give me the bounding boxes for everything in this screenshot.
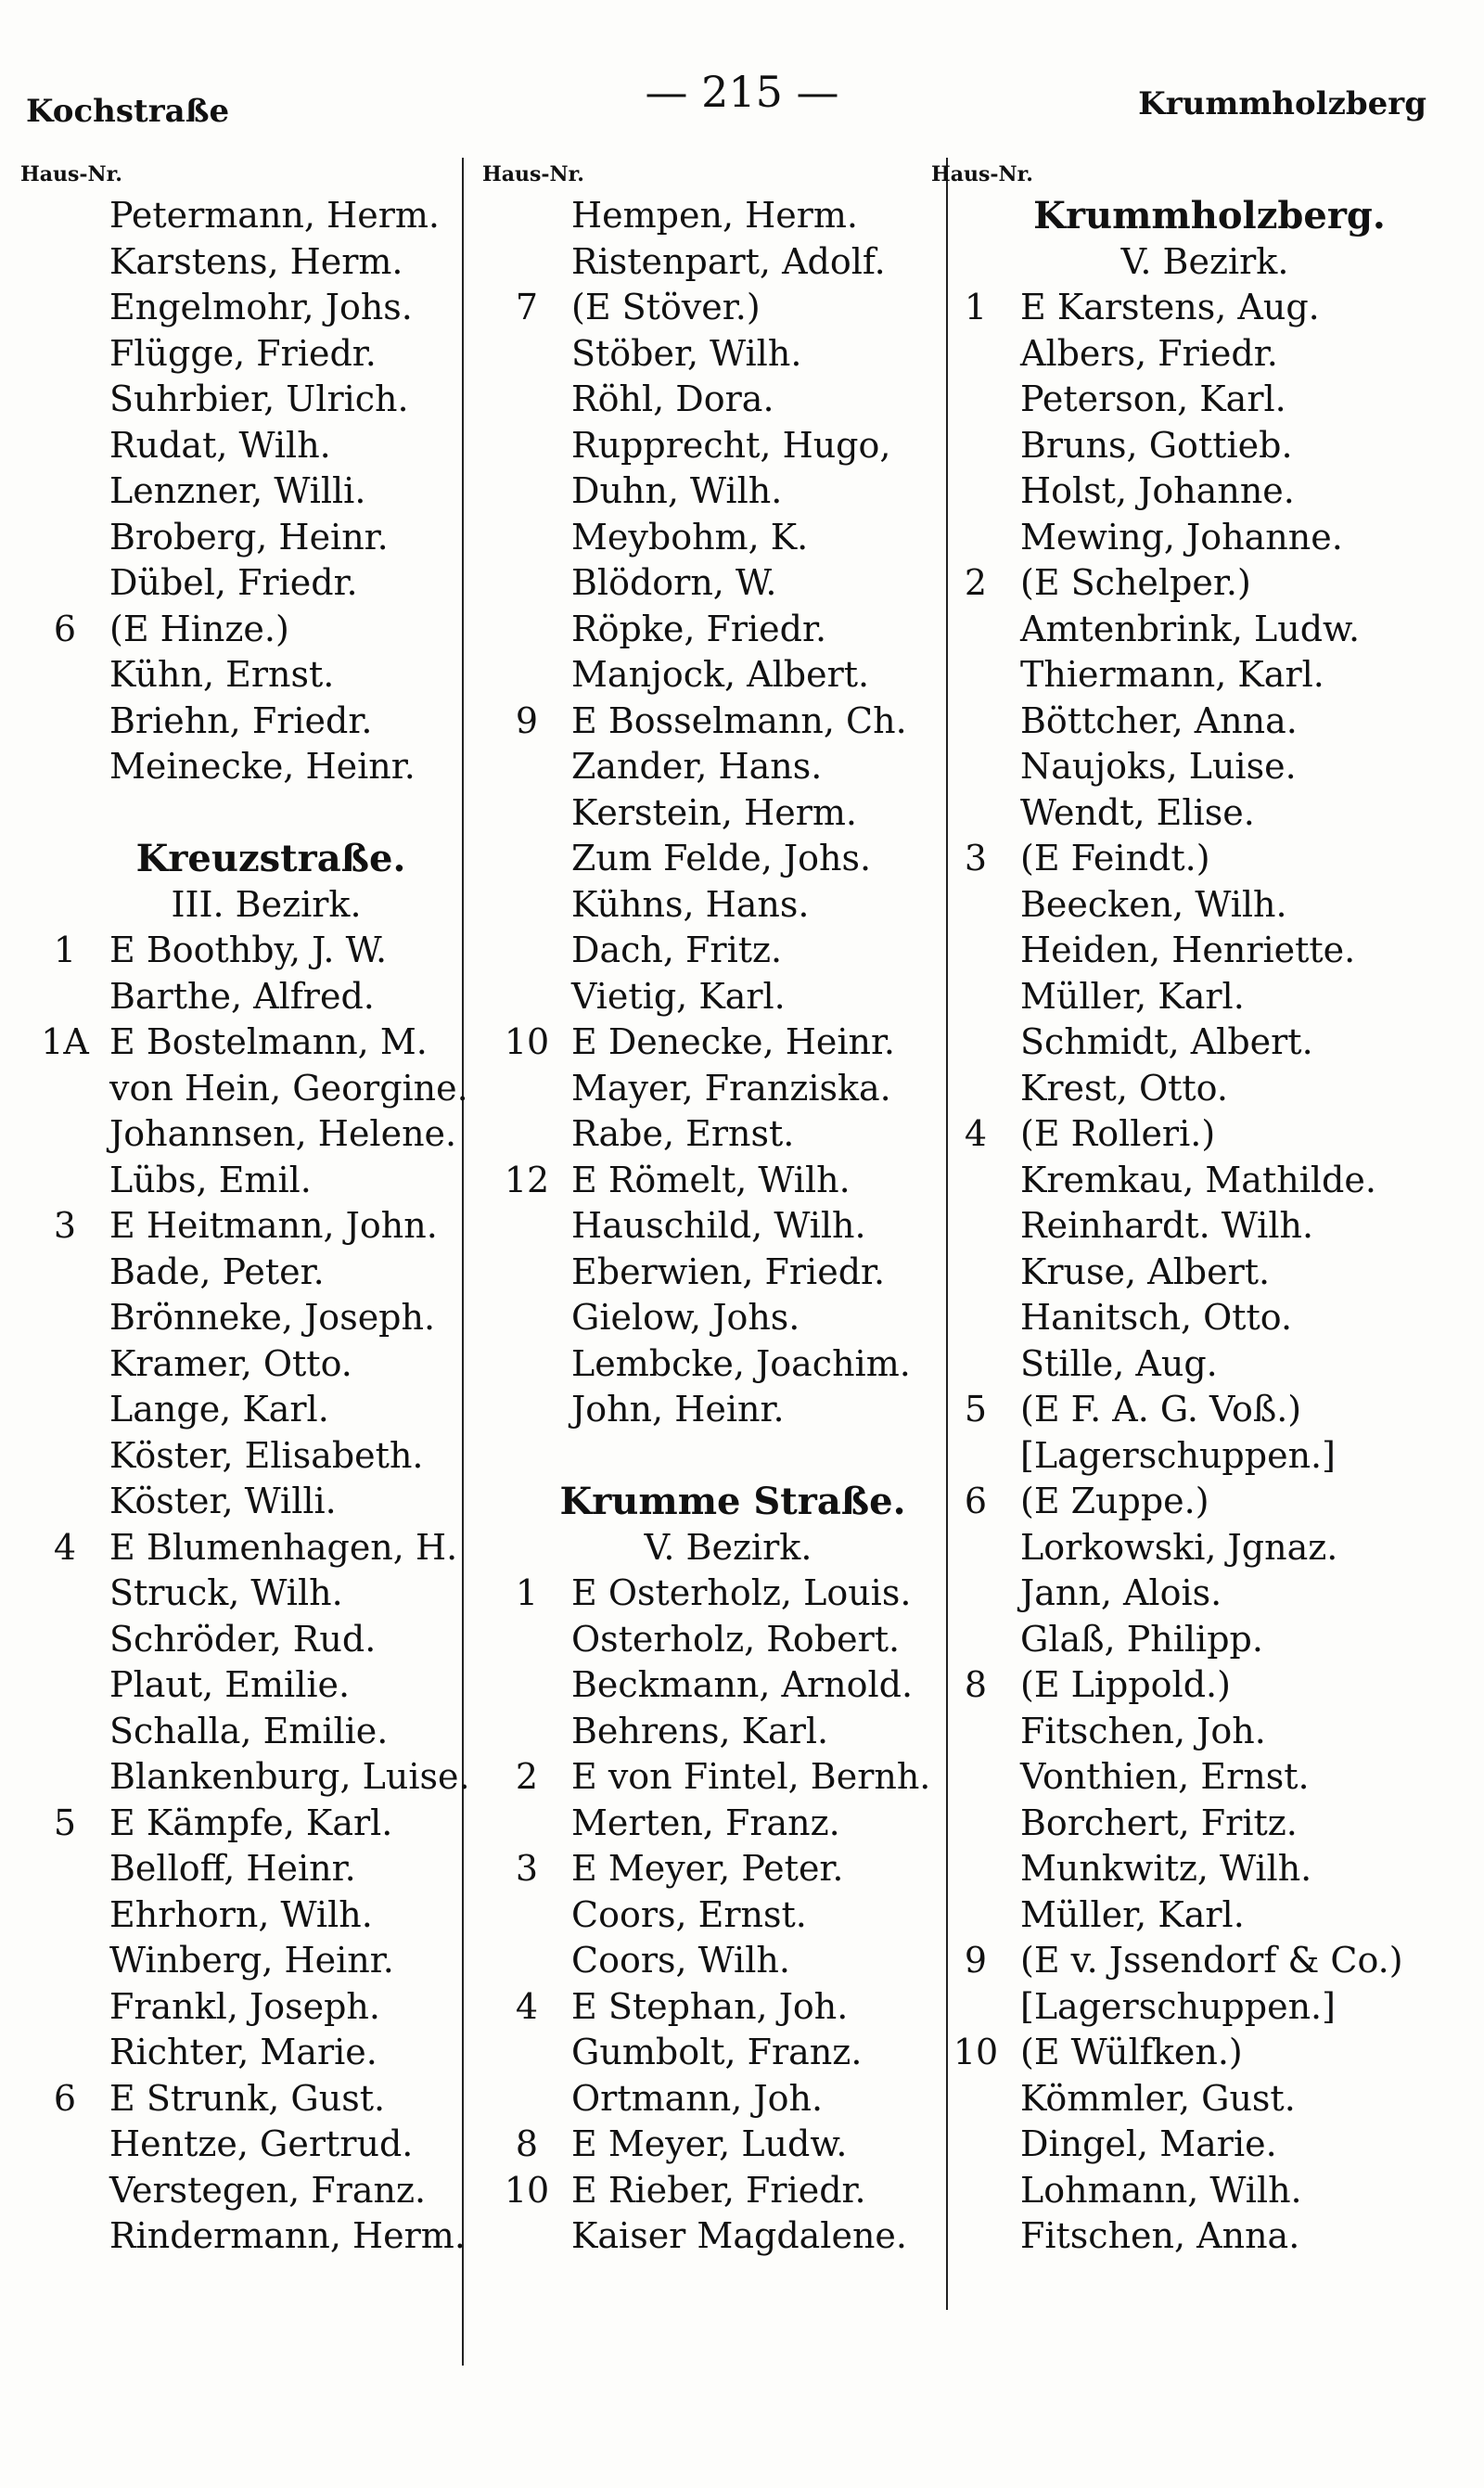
- directory-entry: [20, 2168, 484, 2214]
- directory-entry: [20, 2213, 484, 2260]
- directory-entry: [20, 1295, 484, 1341]
- resident-name: Köster, Willi.: [109, 1481, 337, 1521]
- resident-name: Krest, Otto.: [1020, 1067, 1228, 1109]
- resident-name: E Bostelmann, M.: [109, 1021, 428, 1062]
- resident-name: Kühns, Hans.: [571, 883, 810, 925]
- house-number: 3: [53, 1205, 77, 1246]
- resident-name: (E Hinze.): [109, 608, 289, 649]
- resident-name: Kömmler, Gust.: [1020, 2077, 1296, 2119]
- resident-name: Lohmann, Wilh.: [1020, 2169, 1302, 2211]
- directory-entry: [20, 377, 484, 423]
- resident-name: (E v. Jssendorf & Co.): [1020, 1940, 1403, 1981]
- resident-name: Müller, Karl.: [1020, 1893, 1245, 1935]
- directory-entry: [931, 1203, 1451, 1250]
- house-number: 4: [964, 1113, 988, 1154]
- directory-entry: [20, 1250, 484, 1296]
- house-number: 7: [515, 287, 539, 327]
- resident-name: Albers, Friedr.: [1020, 332, 1278, 374]
- resident-name: Jann, Alois.: [1020, 1572, 1222, 1613]
- resident-name: E Römelt, Wilh.: [571, 1159, 851, 1200]
- house-number-label: Haus-Nr.: [482, 162, 584, 186]
- directory-entry: [20, 1754, 484, 1801]
- resident-name: Reinhardt. Wilh.: [1020, 1205, 1314, 1246]
- directory-entry: [931, 1709, 1451, 1755]
- resident-name: Manjock, Albert.: [571, 654, 870, 695]
- resident-name: (E Schelper.): [1020, 562, 1251, 603]
- resident-name: E Rieber, Friedr.: [571, 2169, 866, 2211]
- resident-name: Röhl, Dora.: [571, 378, 774, 419]
- house-number: 1: [964, 287, 988, 327]
- directory-entry: [931, 2030, 1451, 2076]
- resident-name: Kühn, Ernst.: [109, 654, 335, 695]
- directory-entry: [931, 1295, 1451, 1341]
- house-number: 3: [515, 1848, 539, 1889]
- directory-entry: [931, 331, 1451, 378]
- directory-entry: [931, 1984, 1451, 2031]
- directory-entry: [482, 560, 946, 607]
- house-number: 6: [53, 2077, 77, 2119]
- resident-name: Hanitsch, Otto.: [1020, 1297, 1293, 1338]
- directory-entry: [20, 607, 484, 653]
- directory-entry: [931, 1250, 1451, 1296]
- resident-name: Fitschen, Anna.: [1020, 2215, 1300, 2256]
- house-number: 8: [515, 2123, 539, 2164]
- resident-name: (E Stöver.): [571, 287, 761, 327]
- directory-entry: [931, 1341, 1451, 1388]
- directory-entry: [931, 2168, 1451, 2214]
- resident-name: Karstens, Herm.: [109, 240, 403, 282]
- directory-entry: [482, 790, 946, 837]
- directory-entry: [20, 1341, 484, 1388]
- resident-name: Dingel, Marie.: [1020, 2123, 1277, 2164]
- house-number: 3: [964, 838, 988, 878]
- resident-name: Borchert, Fritz.: [1020, 1802, 1298, 1843]
- directory-entry: [482, 882, 946, 929]
- directory-entry: [931, 2213, 1451, 2260]
- directory-entry: [931, 790, 1451, 837]
- resident-name: E Meyer, Ludw.: [571, 2123, 848, 2164]
- directory-entry: [20, 1846, 484, 1892]
- resident-name: E Strunk, Gust.: [109, 2077, 386, 2119]
- house-number: 1: [515, 1572, 539, 1613]
- street-heading: Kreuzstraße.: [135, 837, 406, 880]
- resident-name: Flügge, Friedr.: [109, 332, 377, 374]
- resident-name: (E Rolleri.): [1020, 1113, 1216, 1154]
- resident-name: Naujoks, Luise.: [1020, 746, 1297, 787]
- directory-entry: [931, 1662, 1451, 1709]
- directory-entry: [931, 1892, 1451, 1939]
- resident-name: Schröder, Rud.: [109, 1618, 377, 1660]
- resident-name: Broberg, Heinr.: [109, 516, 389, 558]
- resident-name: Ehrhorn, Wilh.: [109, 1893, 373, 1935]
- directory-entry: [20, 1203, 484, 1250]
- resident-name: von Hein, Georgine.: [109, 1067, 468, 1109]
- resident-name: Plaut, Emilie.: [109, 1664, 351, 1705]
- directory-entry: [20, 1066, 484, 1112]
- resident-name: Duhn, Wilh.: [571, 470, 783, 511]
- resident-name: Engelmohr, Johs.: [109, 287, 413, 327]
- resident-name: Röpke, Friedr.: [571, 608, 827, 649]
- directory-entry: [482, 607, 946, 653]
- resident-name: Ortmann, Joh.: [571, 2077, 824, 2119]
- resident-name: Dach, Fritz.: [571, 930, 783, 970]
- house-number: 4: [53, 1526, 77, 1568]
- house-number: 8: [964, 1664, 988, 1705]
- resident-name: Meinecke, Heinr.: [109, 746, 416, 787]
- directory-entry: [482, 1892, 946, 1939]
- resident-name: Glaß, Philipp.: [1020, 1618, 1263, 1660]
- house-number: 2: [515, 1756, 539, 1797]
- page-header: [0, 67, 1484, 132]
- directory-column-3: [931, 156, 1451, 2260]
- directory-entry: [20, 2030, 484, 2076]
- directory-entry: [482, 2030, 946, 2076]
- directory-entry: [20, 193, 484, 239]
- house-number: 5: [964, 1389, 988, 1430]
- house-number: 10: [504, 2169, 550, 2211]
- directory-entry: [482, 836, 946, 882]
- resident-name: Mewing, Johanne.: [1020, 516, 1343, 558]
- resident-name: Bruns, Gottieb.: [1020, 424, 1293, 466]
- resident-name: E Bosselmann, Ch.: [571, 699, 907, 741]
- resident-name: Dübel, Friedr.: [109, 562, 358, 603]
- directory-entry: [931, 1111, 1451, 1158]
- directory-entry: [931, 377, 1451, 423]
- directory-entry: [482, 2076, 946, 2122]
- directory-entry: [482, 1158, 946, 1204]
- resident-name: Suhrbier, Ulrich.: [109, 378, 409, 419]
- resident-name: (E Zuppe.): [1020, 1481, 1209, 1521]
- resident-name: Ristenpart, Adolf.: [571, 240, 886, 282]
- resident-name: Kerstein, Herm.: [571, 791, 857, 833]
- directory-entry: [482, 1846, 946, 1892]
- directory-entry: [482, 423, 946, 469]
- resident-name: Frankl, Joseph.: [109, 1985, 380, 2027]
- resident-name: Verstegen, Franz.: [109, 2169, 427, 2211]
- resident-name: Mayer, Franziska.: [571, 1067, 891, 1109]
- house-number: 1: [53, 930, 77, 970]
- house-number-label: Haus-Nr.: [20, 162, 122, 186]
- resident-name: Blödorn, W.: [571, 562, 777, 603]
- directory-entry: [20, 239, 484, 286]
- directory-entry: [20, 285, 484, 331]
- resident-name: John, Heinr.: [571, 1389, 785, 1430]
- resident-name: Kramer, Otto.: [109, 1342, 352, 1384]
- resident-name: E Meyer, Peter.: [571, 1848, 844, 1889]
- resident-name: Zum Felde, Johs.: [571, 838, 872, 878]
- directory-column-1: [20, 156, 484, 2260]
- directory-entry: [20, 1111, 484, 1158]
- directory-entry: [931, 882, 1451, 929]
- resident-name: E Stephan, Joh.: [571, 1985, 849, 2027]
- district-label: V. Bezirk.: [1120, 240, 1289, 282]
- resident-name: Lorkowski, Jgnaz.: [1020, 1526, 1338, 1568]
- house-number: 10: [504, 1021, 550, 1062]
- resident-name: Fitschen, Joh.: [1020, 1710, 1266, 1751]
- resident-name: Gumbolt, Franz.: [571, 2032, 863, 2072]
- resident-name: Belloff, Heinr.: [109, 1848, 356, 1889]
- resident-name: Hauschild, Wilh.: [571, 1205, 866, 1246]
- directory-entry: [20, 1433, 484, 1480]
- directory-entry: [931, 652, 1451, 699]
- directory-entry: [20, 1938, 484, 1984]
- directory-entry: [482, 193, 946, 239]
- directory-entry: [20, 1662, 484, 1709]
- resident-name: [Lagerschuppen.]: [1020, 1434, 1336, 1476]
- directory-entry: [20, 652, 484, 699]
- directory-entry: [482, 285, 946, 331]
- directory-entry: [482, 652, 946, 699]
- header-left-street: Kochstraße: [26, 93, 230, 130]
- directory-entry: [20, 928, 484, 974]
- directory-entry: [482, 974, 946, 1020]
- resident-name: Richter, Marie.: [109, 2032, 377, 2072]
- directory-entry: [482, 239, 946, 286]
- resident-name: Gielow, Johs.: [571, 1297, 800, 1338]
- resident-name: Coors, Ernst.: [571, 1893, 807, 1935]
- directory-entry: [482, 2213, 946, 2260]
- directory-entry: [482, 1341, 946, 1388]
- house-number: 6: [964, 1481, 988, 1521]
- resident-name: Schalla, Emilie.: [109, 1710, 389, 1751]
- directory-entry: [482, 2168, 946, 2214]
- resident-name: Behrens, Karl.: [571, 1710, 829, 1751]
- directory-entry: [482, 1203, 946, 1250]
- resident-name: E Boothby, J. W.: [109, 930, 388, 970]
- directory-entry: [931, 560, 1451, 607]
- resident-name: Blankenburg, Luise.: [109, 1756, 470, 1797]
- house-number: 4: [515, 1985, 539, 2027]
- house-number: 1A: [41, 1021, 89, 1062]
- directory-entry: [20, 331, 484, 378]
- resident-name: Lenzner, Willi.: [109, 470, 366, 511]
- directory-entry: [482, 1801, 946, 1847]
- resident-name: Zander, Hans.: [571, 746, 823, 787]
- directory-entry: [20, 1571, 484, 1617]
- resident-name: Lange, Karl.: [109, 1389, 329, 1430]
- directory-entry: [20, 1617, 484, 1663]
- house-number: 9: [964, 1940, 988, 1981]
- directory-entry: [482, 1295, 946, 1341]
- directory-entry: [482, 1754, 946, 1801]
- directory-entry: [20, 423, 484, 469]
- directory-entry: [482, 699, 946, 745]
- resident-name: Beckmann, Arnold.: [571, 1664, 914, 1705]
- directory-entry: [931, 1754, 1451, 1801]
- resident-name: Petermann, Herm.: [109, 195, 440, 236]
- house-number: 9: [515, 699, 539, 741]
- directory-entry: [482, 1387, 946, 1433]
- directory-entry: [20, 2076, 484, 2122]
- resident-name: Wendt, Elise.: [1020, 791, 1255, 833]
- resident-name: Rabe, Ernst.: [571, 1113, 795, 1154]
- directory-entry: [20, 699, 484, 745]
- resident-name: (E F. A. G. Voß.): [1020, 1389, 1302, 1430]
- directory-entry: [20, 1709, 484, 1755]
- directory-entry: [931, 607, 1451, 653]
- directory-entry: [931, 1066, 1451, 1112]
- resident-name: Briehn, Friedr.: [109, 699, 373, 741]
- resident-name: E von Fintel, Bernh.: [571, 1756, 931, 1797]
- resident-name: Merten, Franz.: [571, 1802, 840, 1843]
- directory-entry: [482, 1250, 946, 1296]
- house-number: 12: [504, 1159, 550, 1200]
- resident-name: Rudat, Wilh.: [109, 424, 331, 466]
- resident-name: (E Feindt.): [1020, 838, 1210, 878]
- directory-entry: [482, 1662, 946, 1709]
- house-number: 5: [53, 1802, 77, 1843]
- directory-entry: [20, 560, 484, 607]
- directory-entry: [931, 836, 1451, 882]
- directory-entry: [931, 699, 1451, 745]
- resident-name: Johannsen, Helene.: [109, 1113, 457, 1154]
- resident-name: E Heitmann, John.: [109, 1205, 438, 1246]
- resident-name: Vietig, Karl.: [571, 975, 786, 1017]
- resident-name: E Blumenhagen, H.: [109, 1526, 458, 1568]
- directory-entry: [931, 468, 1451, 515]
- directory-entry: [482, 515, 946, 561]
- resident-name: [Lagerschuppen.]: [1020, 1985, 1336, 2027]
- resident-name: Lembcke, Joachim.: [571, 1342, 911, 1384]
- directory-entry: [20, 468, 484, 515]
- resident-name: E Karstens, Aug.: [1020, 287, 1320, 327]
- directory-entry: [20, 744, 484, 790]
- resident-name: Struck, Wilh.: [109, 1572, 343, 1613]
- directory-entry: [482, 744, 946, 790]
- directory-entry: [482, 1938, 946, 1984]
- district-label: V. Bezirk.: [644, 1526, 812, 1568]
- resident-name: Schmidt, Albert.: [1020, 1021, 1313, 1062]
- resident-name: Osterholz, Robert.: [571, 1618, 901, 1660]
- directory-entry: [20, 1525, 484, 1571]
- resident-name: Barthe, Alfred.: [109, 975, 375, 1017]
- directory-entry: [482, 928, 946, 974]
- row-spacer: [20, 790, 484, 837]
- directory-entry: [931, 1158, 1451, 1204]
- directory-entry: [931, 1525, 1451, 1571]
- resident-name: Thiermann, Karl.: [1020, 654, 1324, 695]
- directory-entry: [931, 1571, 1451, 1617]
- resident-name: Brönneke, Joseph.: [109, 1297, 436, 1338]
- resident-name: Munkwitz, Wilh.: [1020, 1848, 1312, 1889]
- directory-entry: [931, 423, 1451, 469]
- resident-name: E Kämpfe, Karl.: [109, 1802, 393, 1843]
- directory-entry: [20, 1479, 484, 1525]
- directory-entry: [20, 1387, 484, 1433]
- directory-entry: [20, 1984, 484, 2031]
- resident-name: Vonthien, Ernst.: [1020, 1756, 1310, 1797]
- resident-name: Kruse, Albert.: [1020, 1250, 1271, 1292]
- resident-name: Meybohm, K.: [571, 516, 809, 558]
- directory-entry: [931, 1479, 1451, 1525]
- resident-name: Winberg, Heinr.: [109, 1940, 394, 1981]
- house-number: 10: [953, 2032, 999, 2072]
- resident-name: Hentze, Gertrud.: [109, 2123, 414, 2164]
- header-right-street: Krummholzberg: [1138, 85, 1426, 122]
- directory-entry: [482, 377, 946, 423]
- directory-entry: [482, 1066, 946, 1112]
- resident-name: Rupprecht, Hugo,: [571, 424, 891, 466]
- directory-entry: [482, 331, 946, 378]
- directory-entry: [20, 974, 484, 1020]
- resident-name: Coors, Wilh.: [571, 1940, 790, 1981]
- directory-entry: [20, 515, 484, 561]
- resident-name: Bade, Peter.: [109, 1250, 325, 1292]
- resident-name: Stille, Aug.: [1020, 1342, 1218, 1384]
- directory-entry: [931, 285, 1451, 331]
- resident-name: Amtenbrink, Ludw.: [1020, 608, 1361, 649]
- street-heading: Krummholzberg.: [1033, 194, 1386, 237]
- resident-name: (E Wülfken.): [1020, 2032, 1243, 2072]
- resident-name: Kremkau, Mathilde.: [1020, 1159, 1376, 1200]
- directory-entry: [931, 974, 1451, 1020]
- directory-entry: [931, 928, 1451, 974]
- directory-entry: [931, 1846, 1451, 1892]
- directory-entry: [482, 2122, 946, 2168]
- directory-entry: [482, 1571, 946, 1617]
- directory-entry: [931, 1433, 1451, 1480]
- resident-name: Kaiser Magdalene.: [571, 2215, 907, 2256]
- house-number: 6: [53, 608, 77, 649]
- directory-entry: [482, 1984, 946, 2031]
- house-number: 2: [964, 562, 988, 603]
- directory-entry: [931, 1801, 1451, 1847]
- directory-entry: [931, 1387, 1451, 1433]
- house-number-label: Haus-Nr.: [931, 162, 1033, 186]
- resident-name: Hempen, Herm.: [571, 195, 859, 236]
- resident-name: Böttcher, Anna.: [1020, 699, 1298, 741]
- resident-name: E Osterholz, Louis.: [571, 1572, 912, 1613]
- directory-column-2: [482, 156, 946, 2260]
- directory-entry: [482, 1709, 946, 1755]
- resident-name: Eberwien, Friedr.: [571, 1250, 886, 1292]
- directory-entry: [482, 1111, 946, 1158]
- resident-name: Müller, Karl.: [1020, 975, 1245, 1017]
- directory-entry: [931, 1617, 1451, 1663]
- resident-name: Holst, Johanne.: [1020, 470, 1295, 511]
- row-spacer: [482, 1433, 946, 1480]
- resident-name: (E Lippold.): [1020, 1664, 1231, 1705]
- directory-entry: [20, 2122, 484, 2168]
- directory-entry: [931, 1938, 1451, 1984]
- page-number: — 215 —: [645, 67, 839, 117]
- directory-entry: [931, 2076, 1451, 2122]
- resident-name: Köster, Elisabeth.: [109, 1434, 424, 1476]
- street-heading: Krumme Straße.: [559, 1480, 906, 1523]
- resident-name: Beecken, Wilh.: [1020, 883, 1287, 925]
- directory-entry: [931, 744, 1451, 790]
- district-label: III. Bezirk.: [171, 883, 362, 925]
- directory-entry: [482, 468, 946, 515]
- resident-name: Peterson, Karl.: [1020, 378, 1286, 419]
- directory-entry: [20, 1801, 484, 1847]
- directory-entry: [20, 1020, 484, 1066]
- directory-entry: [482, 1020, 946, 1066]
- directory-entry: [931, 515, 1451, 561]
- directory-entry: [931, 2122, 1451, 2168]
- resident-name: Rindermann, Herm.: [109, 2215, 466, 2256]
- directory-entry: [931, 1020, 1451, 1066]
- directory-entry: [20, 1892, 484, 1939]
- resident-name: Stöber, Wilh.: [571, 332, 802, 374]
- resident-name: E Denecke, Heinr.: [571, 1021, 896, 1062]
- directory-entry: [482, 1617, 946, 1663]
- directory-entry: [20, 1158, 484, 1204]
- resident-name: Heiden, Henriette.: [1020, 930, 1356, 970]
- resident-name: Lübs, Emil.: [109, 1159, 312, 1200]
